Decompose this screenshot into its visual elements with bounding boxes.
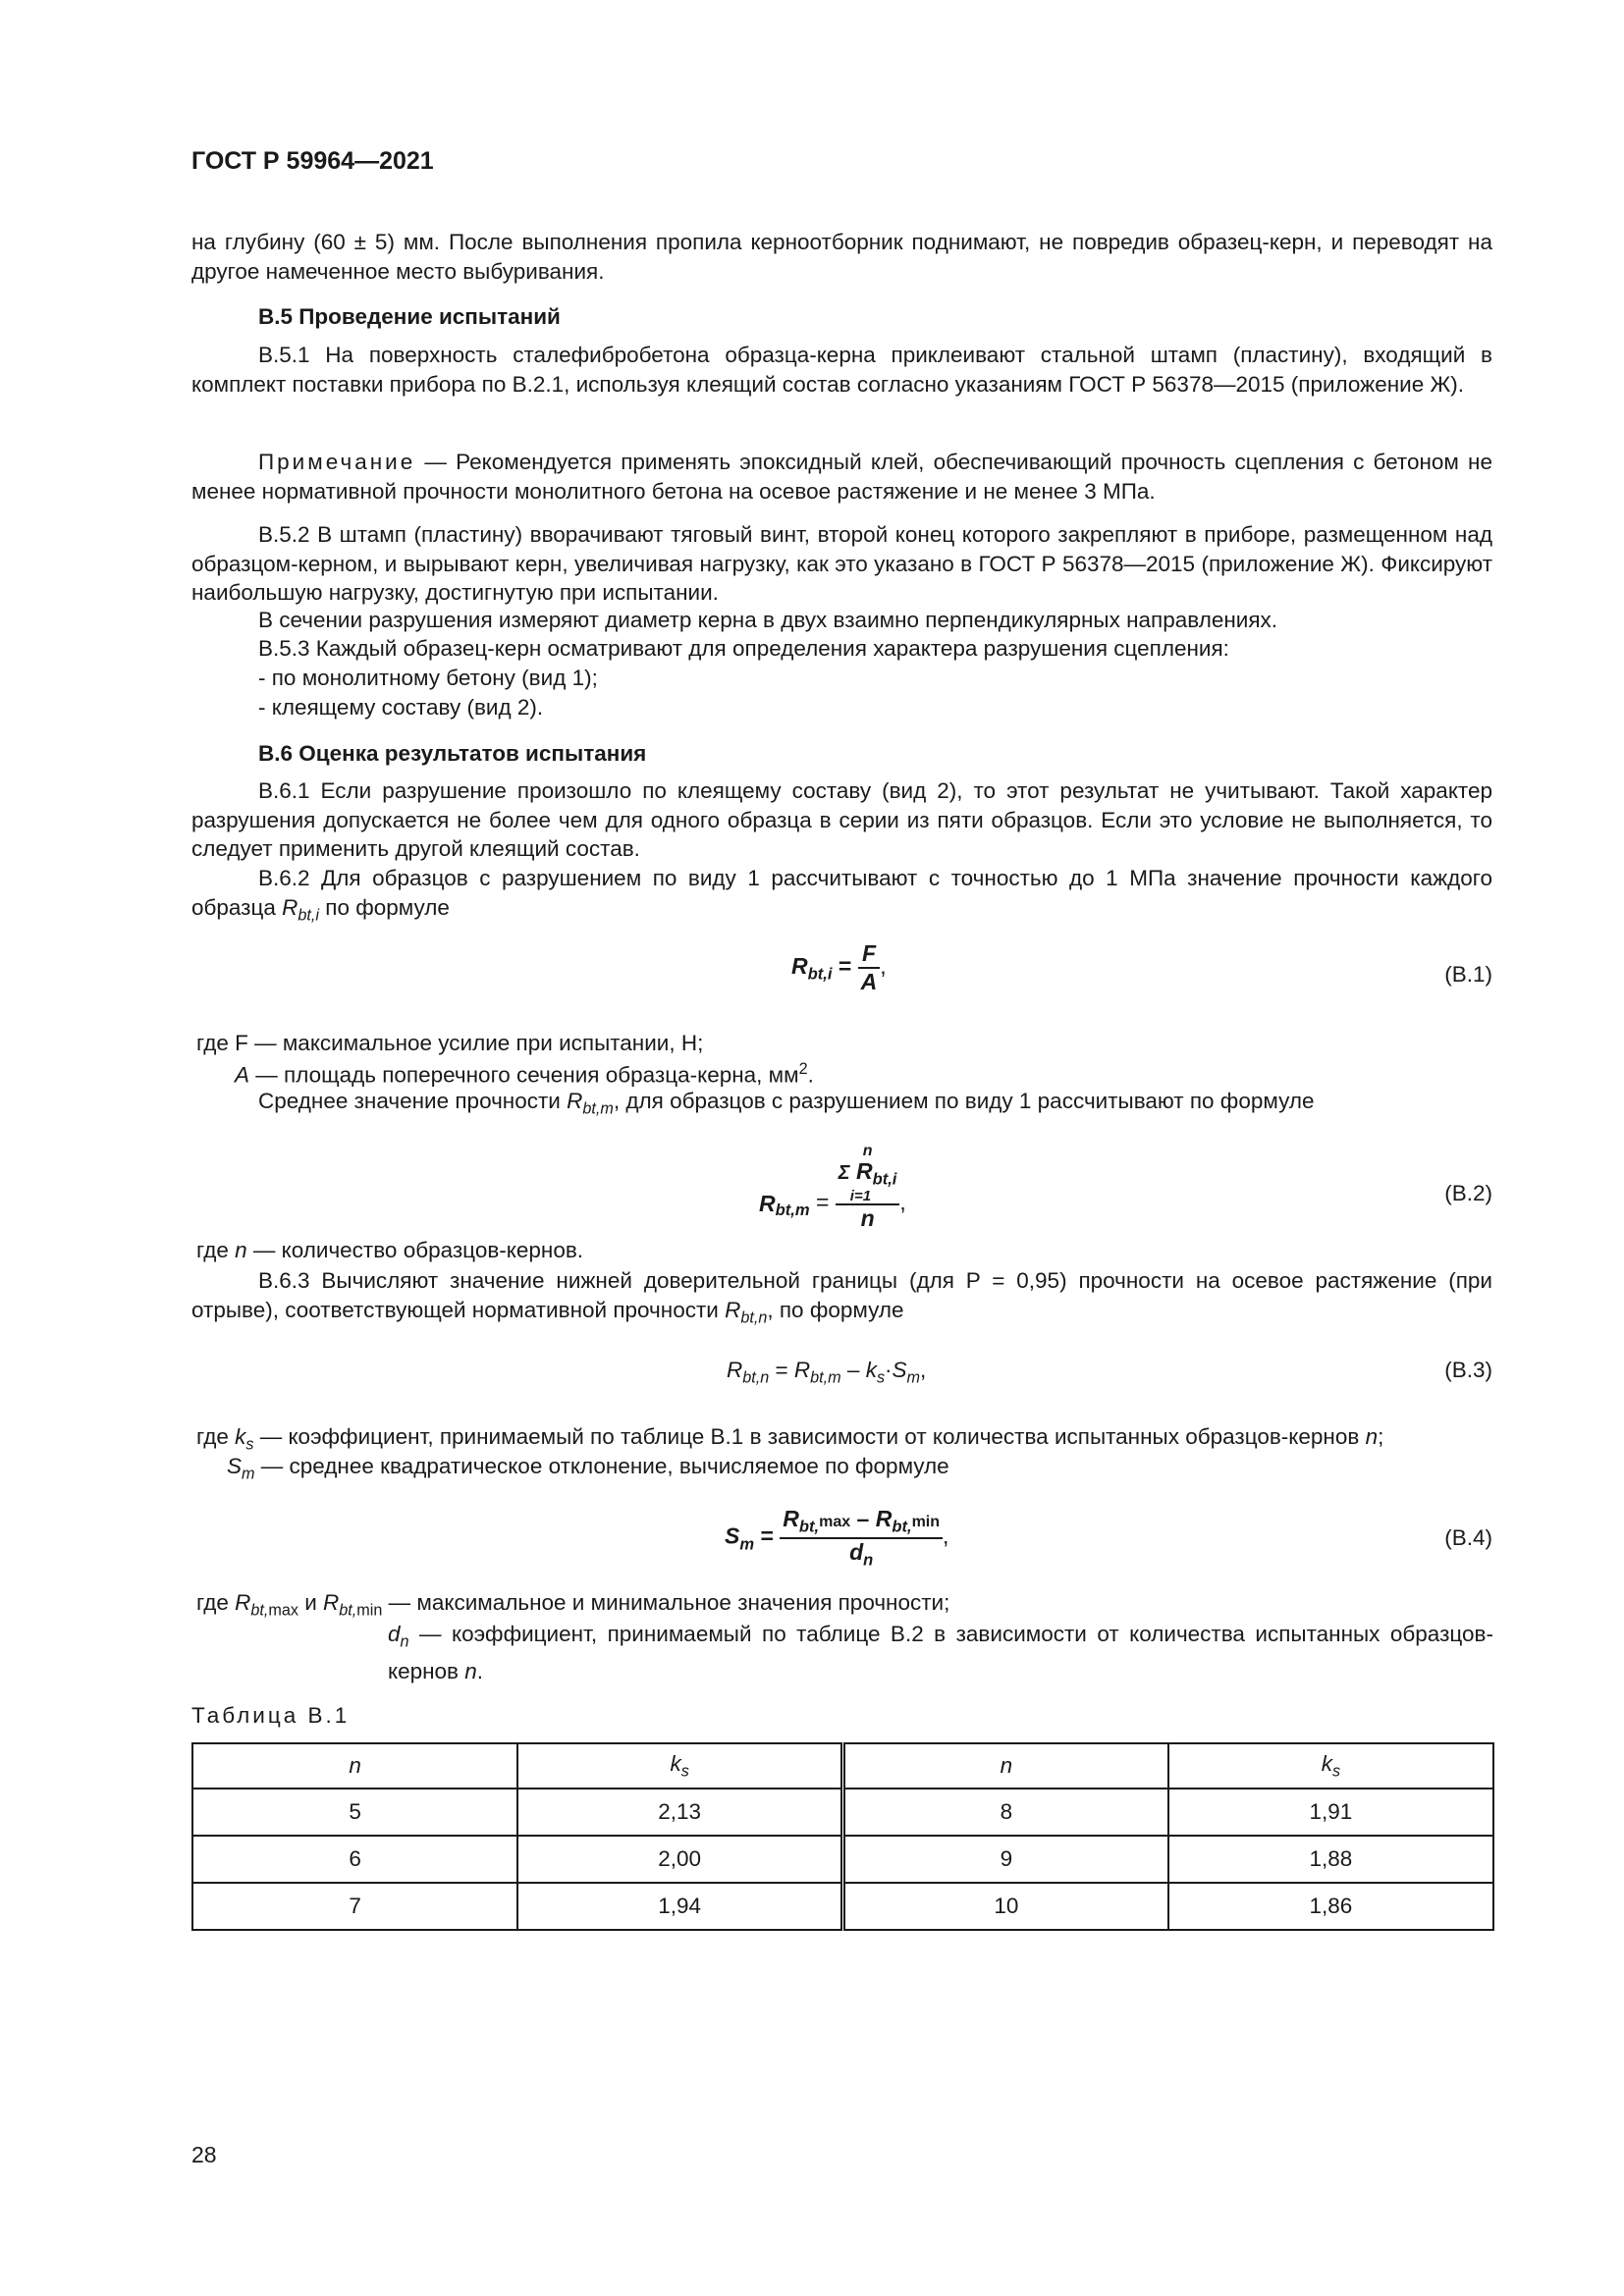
note-label: Примечание xyxy=(258,450,416,474)
equation-number-b2: (В.2) xyxy=(1444,1181,1492,1205)
formula-b3: $R_{bt,n} = R_{bt,m} - k_s\cdot S_m$, xyxy=(727,1358,927,1387)
where-rmax-rmin: где $R_{bt,max}$ и $R_{bt,min}$ — максимальное и минимальное значения прочности; xyxy=(196,1590,950,1620)
intro-paragraph: на глубину (60 ± 5) мм. После выполнения пропила керноотборник поднимают, не повредив образец-керн, и переводят на другое намеченное место выбуривания. xyxy=(191,230,1492,284)
table-caption: Таблица В.1 xyxy=(191,1703,351,1728)
where-n: где n — количество образцов-кернов. xyxy=(196,1238,584,1262)
note-paragraph xyxy=(191,448,1492,506)
paragraph-b53: В.5.3 Каждый образец-керн осматривают для определения характера разрушения сцепления: xyxy=(258,636,1229,661)
section-b5-heading: В.5 Проведение испытаний xyxy=(258,304,561,329)
standard-header: ГОСТ Р 59964—2021 xyxy=(191,147,434,175)
where-ks: где $k_s$ — коэффициент, принимаемый по таблице В.1 в зависимости от количества испытанных образцов-кернов n; xyxy=(196,1424,1384,1454)
table-b1 xyxy=(191,1742,1494,1931)
paragraph-b51: В.5.1 На поверхность сталефибробетона образца-керна приклеивают стальной штамп (пластину), входящий в комплект поставки прибора по В.2.1, используя клеящий состав согласно указаниям ГОСТ Р 56378—2015 (приложение Ж). xyxy=(191,343,1492,397)
paragraph-b52: В.5.2 В штамп (пластину) вворачивают тяговый винт, второй конец которого закрепляют в приборе, размещенном над образцом-керном, и вырывают керн, увеличивая нагрузку, как это указано в ГОСТ Р 56378—2015 (приложение Ж). Фиксируют наибольшую нагрузку, достигнутую при испытании. xyxy=(191,522,1492,605)
equation-number-b4: (В.4) xyxy=(1444,1525,1492,1550)
equation-number-b3: (В.3) xyxy=(1444,1358,1492,1382)
where-a: A — площадь поперечного сечения образца-керна, $мм^2$. xyxy=(235,1060,814,1088)
list-item-view1: - по монолитному бетону (вид 1); xyxy=(258,666,598,690)
formula-b1: $R_{bt,i}$ = $\frac{F}{A}$ , xyxy=(791,940,887,994)
formula-b4: $S_m$ = $\frac{R_{bt,}\max - R_{bt,}\min}{d_n}$ , xyxy=(725,1506,949,1570)
where-dn: $d_n$ — коэффициент, принимаемый по таблице В.2 в зависимости от количества испытанных образцов-кернов n. xyxy=(388,1622,1493,1683)
paragraph-mean: Среднее значение прочности $R_{bt,m}$, для образцов с разрушением по виду 1 рассчитывают по формуле xyxy=(258,1089,1315,1118)
note-text: — Рекомендуется применять эпоксидный клей, обеспечивающий прочность сцепления с бетоном не менее нормативной прочности монолитного бетона на осевое растяжение и не менее 3 МПа. xyxy=(191,450,1492,504)
table-header-row: n $k_s$ n $k_s$ xyxy=(192,1743,1493,1789)
equation-number-b1: (В.1) xyxy=(1444,962,1492,987)
formula-b2: $R_{bt,m}$ = n Σ $R_{bt,i}$ i=1 n , xyxy=(759,1143,906,1231)
page-number: 28 xyxy=(191,2142,217,2167)
list-item-view2: - клеящему составу (вид 2). xyxy=(258,695,544,720)
paragraph-b63: В.6.3 Вычисляют значение нижней доверительной границы (для P = 0,95) прочности на осевое растяжение (при отрыве), соответствующей нормативной прочности $R_{bt,n}$, по формуле xyxy=(191,1268,1492,1326)
paragraph-b61: В.6.1 Если разрушение произошло по клеящему составу (вид 2), то этот результат не учитывают. Такой характер разрушения допускается не более чем для одного образца в серии из пяти образцов. Если это условие не выполняется, то следует применить другой клеящий состав. xyxy=(191,778,1492,861)
paragraph-b62: В.6.2 Для образцов с разрушением по виду 1 рассчитывают с точностью до 1 МПа значение прочности каждого образца $R_{bt,i}$ по формуле xyxy=(191,866,1492,924)
where-sm: $S_m$ — среднее квадратическое отклонение, вычисляемое по формуле xyxy=(227,1454,949,1483)
table-row: 6 2,00 9 1,88 xyxy=(192,1836,1493,1883)
table-row: 5 2,13 8 1,91 xyxy=(192,1789,1493,1836)
paragraph-section-diameter: В сечении разрушения измеряют диаметр керна в двух взаимно перпендикулярных направлениях. xyxy=(258,608,1278,632)
where-f: где F — максимальное усилие при испытании, Н; xyxy=(196,1031,704,1055)
section-b6-heading: В.6 Оценка результатов испытания xyxy=(258,741,647,766)
table-row: 7 1,94 10 1,86 xyxy=(192,1883,1493,1930)
